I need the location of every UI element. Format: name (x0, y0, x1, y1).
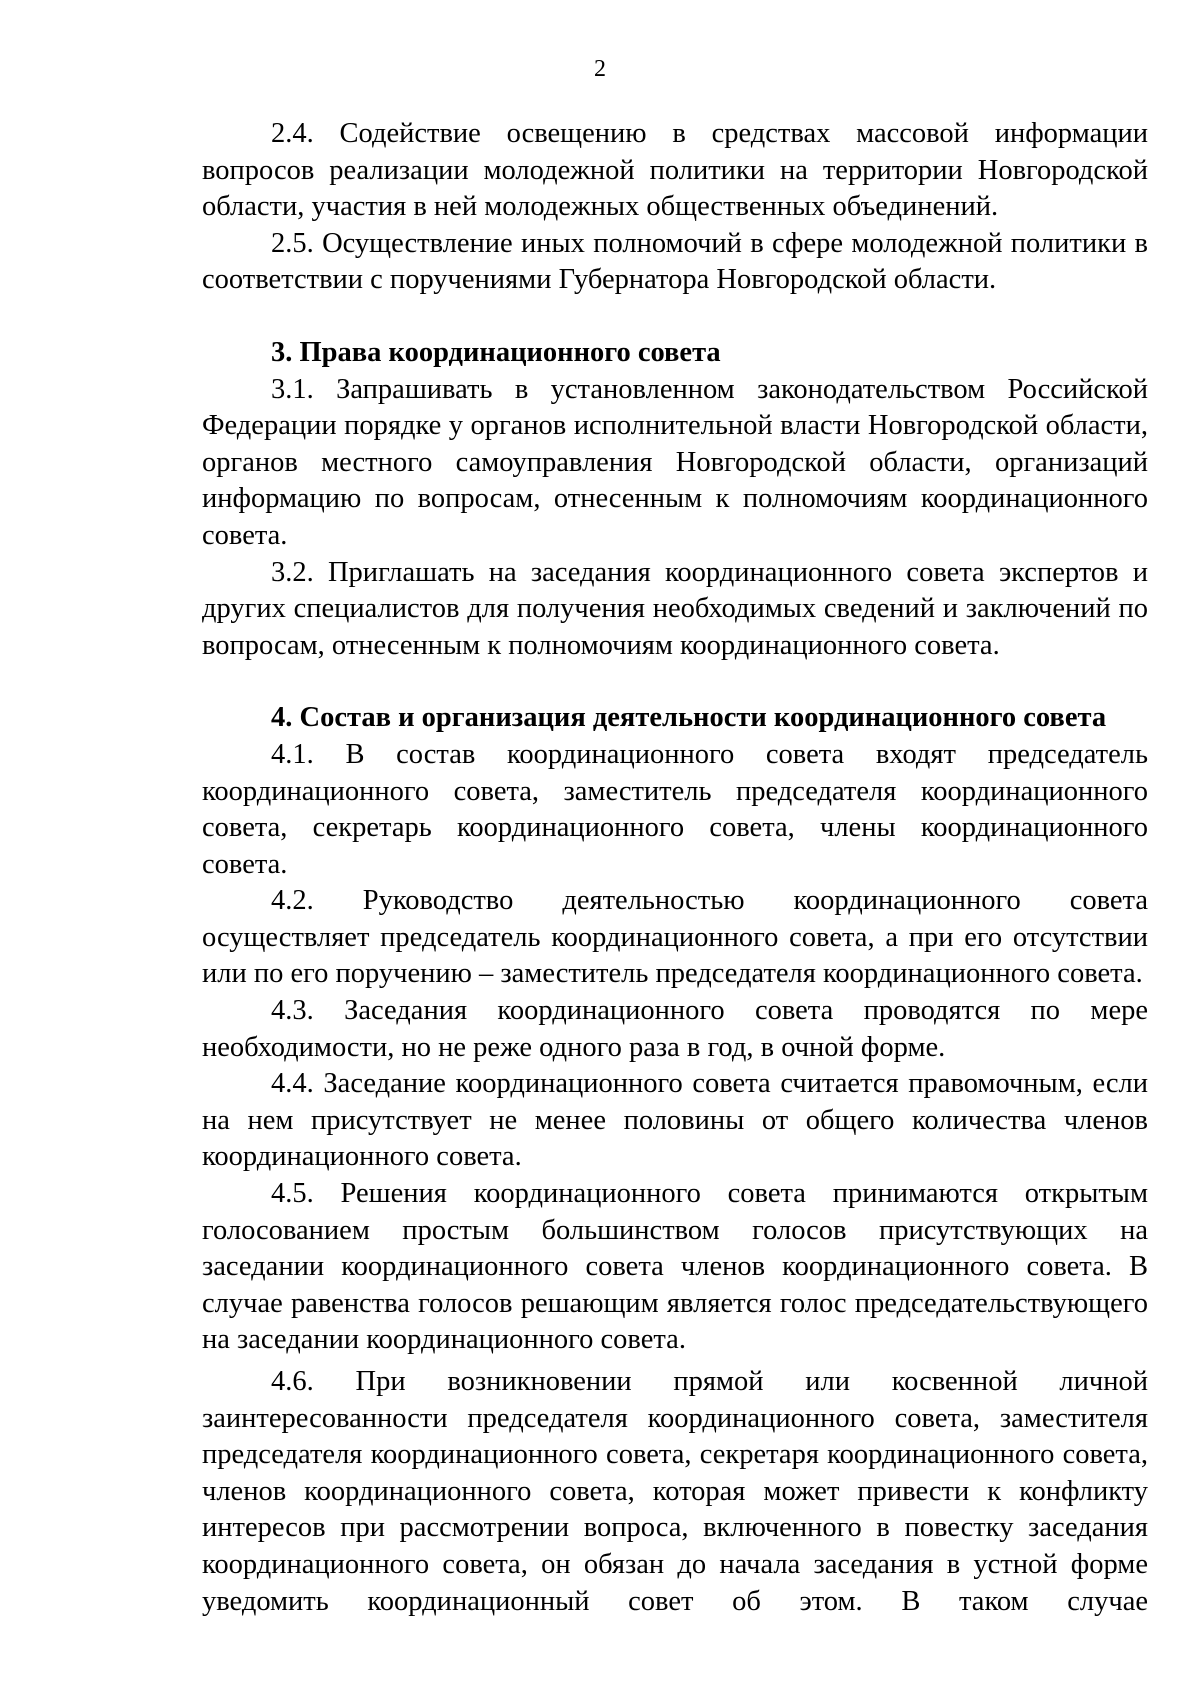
paragraph-2-4: 2.4. Содействие освещению в средствах массовой информации вопросов реализации молодежной политики на территории Новгородской области, участия в ней молодежных общественных объединений. (202, 118, 1148, 223)
paragraph-4-2: 4.2. Руководство деятельностью координационного совета осуществляет председатель координационного совета, а при его отсутствии или по его поручению – заместитель председателя координационного совета. (202, 885, 1148, 990)
document-body (202, 116, 1148, 1620)
paragraph-2-5: 2.5. Осуществление иных полномочий в сфере молодежной политики в соответствии с поручениями Губернатора Новгородской области. (202, 227, 1148, 296)
paragraph-4-4: 4.4. Заседание координационного совета считается правомочным, если на нем присутствует не менее половины от общего количества членов координационного совета. (202, 1068, 1148, 1173)
section-3-heading: 3. Права координационного совета (271, 336, 721, 368)
paragraph-4-6: 4.6. При возникновении прямой или косвенной личной заинтересованности председателя координационного совета, заместителя председателя координационного совета, секретаря координационного совета, членов координационного совета, которая может привести к конфликту интересов при рассмотрении вопроса, включенного в повестку заседания координационного совета, он обязан до начала заседания в устной форме уведомить координационный совет об этом. В таком случае (202, 1366, 1148, 1617)
page-number: 2 (594, 56, 606, 82)
section-4-heading: 4. Состав и организация деятельности координационного совета (271, 702, 1107, 734)
paragraph-3-2: 3.2. Приглашать на заседания координационного совета экспертов и других специалистов для получения необходимых сведений и заключений по вопросам, отнесенным к полномочиям координационного совета. (202, 556, 1148, 661)
paragraph-4-3: 4.3. Заседания координационного совета проводятся по мере необходимости, но не реже одного раза в год, в очной форме. (202, 995, 1148, 1063)
paragraph-4-1: 4.1. В состав координационного совета входят председатель координационного совета, заместитель председателя координационного совета, секретарь координационного совета, члены координационного совета. (202, 738, 1148, 880)
paragraph-4-5: 4.5. Решения координационного совета принимаются открытым голосованием простым большинством голосов присутствующих на заседании координационного совета членов координационного совета. В случае равенства голосов решающим является голос председательствующего на заседании координационного совета. (202, 1178, 1148, 1356)
paragraph-3-1: 3.1. Запрашивать в установленном законодательством Российской Федерации порядке у органов исполнительной власти Новгородской области, органов местного самоуправления Новгородской области, организаций информацию по вопросам, отнесенным к полномочиям координационного совета. (202, 373, 1148, 551)
